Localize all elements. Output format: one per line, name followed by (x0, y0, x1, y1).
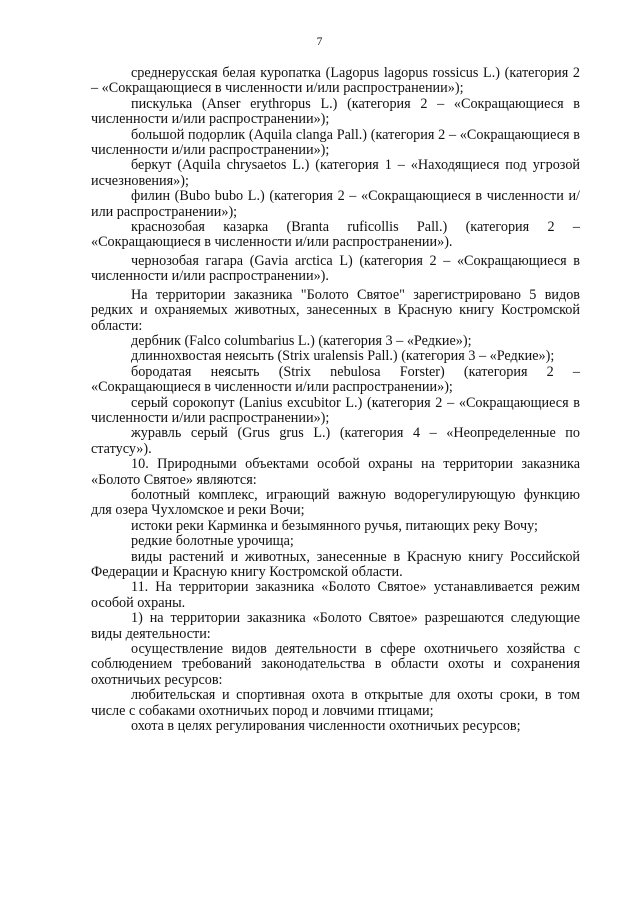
paragraph: пискулька (Anser erythropus L.) (категория 2 – «Сокращающиеся в численности и/или распространении»); (91, 95, 580, 128)
paragraph: беркут (Aquila chrysaetos L.) (категория 1 – «Находящиеся под угрозой исчезновения»); (91, 157, 580, 189)
paragraph: среднерусская белая куропатка (Lagopus lagopus rossicus L.) (категория 2 – «Сокращающиеся в численности и/или распространении»); (91, 65, 580, 97)
paragraph: 10. Природными объектами особой охраны на территории заказника «Болото Святое» являются: (91, 456, 580, 488)
paragraph: На территории заказника "Болото Святое" зарегистрировано 5 видов редких и охраняемых животных, занесенных в Красную книгу Костромской области: (91, 286, 580, 334)
paragraph: серый сорокопут (Lanius excubitor L.) (категория 2 – «Сокращающиеся в численности и/или распространении»); (91, 394, 580, 426)
paragraph: истоки реки Карминка и безымянного ручья, питающих реку Вочу; (131, 517, 538, 534)
paragraph: дербник (Falco columbarius L.) (категория 3 – «Редкие»); (131, 332, 472, 349)
paragraph: большой подорлик (Aquila clanga Pall.) (категория 2 – «Сокращающиеся в численности и/или распространении»); (91, 126, 580, 159)
paragraph: журавль серый (Grus grus L.) (категория 4 – «Неопределенные по статусу»). (91, 425, 580, 457)
paragraph: охота в целях регулирования численности охотничьих ресурсов; (131, 718, 521, 735)
paragraph: бородатая неясыть (Strix nebulosa Forster) (категория 2 – «Сокращающиеся в численности и/или распространении»); (91, 363, 580, 396)
document-body (91, 66, 580, 734)
paragraph: длиннохвостая неясыть (Strix uralensis Pall.) (категория 3 – «Редкие»); (131, 348, 555, 365)
paragraph: осуществление видов деятельности в сфере охотничьего хозяйства с соблюдением требований законодательства в области охоты и сохранения охотничьих ресурсов: (91, 641, 580, 688)
paragraph: 1) на территории заказника «Болото Святое» разрешаются следующие виды деятельности: (91, 610, 580, 642)
paragraph: виды растений и животных, занесенные в Красную книгу Российской Федерации и Красную книгу Костромской области. (91, 548, 580, 580)
paragraph: редкие болотные урочища; (131, 533, 294, 550)
page-number: 7 (316, 36, 323, 48)
paragraph: 11. На территории заказника «Болото Святое» устанавливается режим особой охраны. (91, 579, 580, 611)
paragraph: филин (Bubo bubo L.) (категория 2 – «Сокращающиеся в численности и/или распространении»); (91, 188, 580, 220)
paragraph: болотный комплекс, играющий важную водорегулирующую функцию для озера Чухломское и реки Вочи; (91, 486, 580, 519)
paragraph: чернозобая гагара (Gavia arctica L) (категория 2 – «Сокращающиеся в численности и/или распространении»). (91, 252, 580, 285)
paragraph: краснозобая казарка (Branta ruficollis Pall.) (категория 2 – «Сокращающиеся в численности и/или распространении»). (91, 219, 580, 251)
paragraph: любительская и спортивная охота в открытые для охоты сроки, в том числе с собаками охотничьих пород и ловчими птицами; (91, 687, 580, 719)
